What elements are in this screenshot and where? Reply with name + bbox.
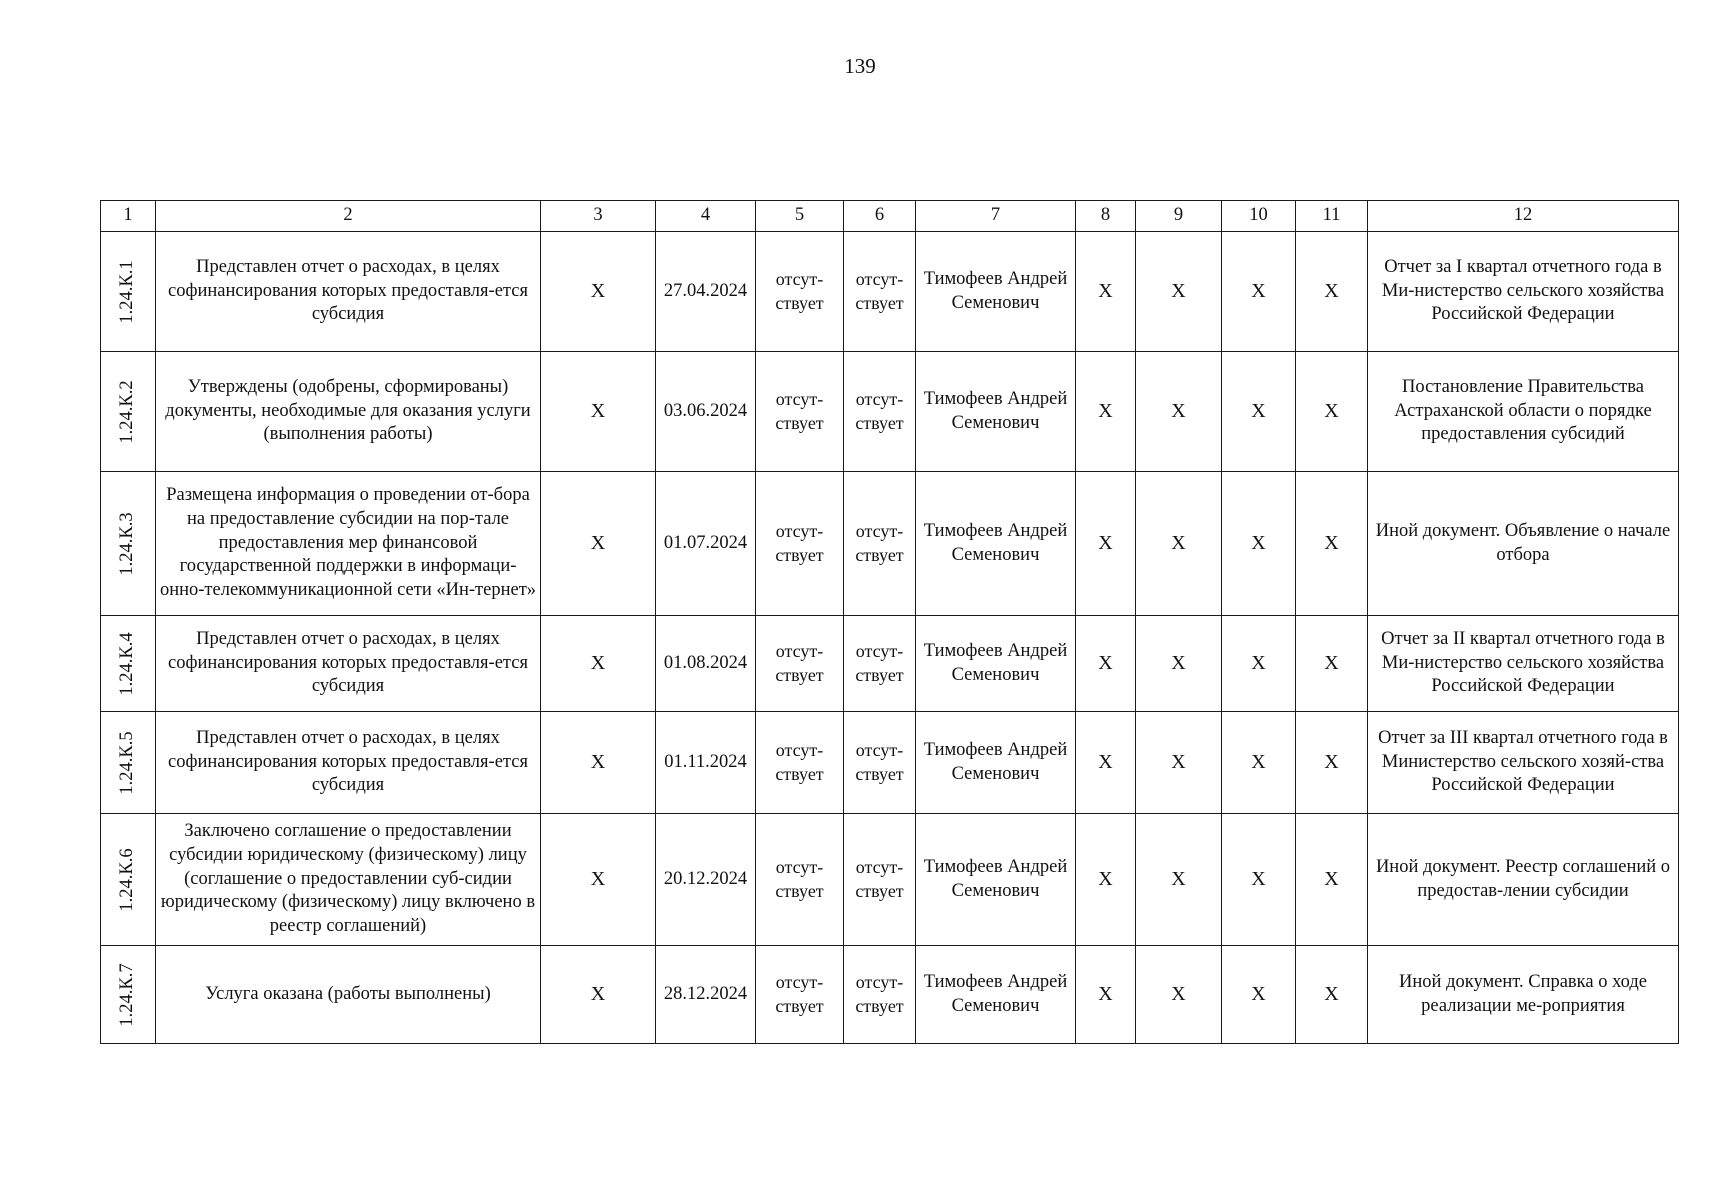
due-date: 03.06.2024 [656, 352, 756, 472]
cell-col-9: X [1136, 616, 1222, 712]
control-point-code: 1.24.К.7 [117, 962, 138, 1027]
control-point-code-cell [101, 472, 156, 616]
cell-col-8: X [1076, 946, 1136, 1044]
cell-col-10: X [1222, 946, 1296, 1044]
column-header: 2 [156, 201, 541, 232]
cell-col-9: X [1136, 472, 1222, 616]
column-header: 5 [756, 201, 844, 232]
responsible-person: Тимофеев Андрей Семенович [916, 946, 1076, 1044]
cell-col-3: X [541, 352, 656, 472]
due-date: 27.04.2024 [656, 232, 756, 352]
control-point-code-cell [101, 946, 156, 1044]
cell-col-6: отсут-ствует [844, 616, 916, 712]
responsible-person: Тимофеев Андрей Семенович [916, 232, 1076, 352]
cell-col-9: X [1136, 232, 1222, 352]
control-point-event: Размещена информация о проведении от-бора на предоставление субсидии на пор-тале предоставления мер финансовой государственной поддержки в информаци-онно-телекоммуникационной сети «Ин-тернет» [156, 472, 541, 616]
cell-col-10: X [1222, 352, 1296, 472]
control-point-code-cell [101, 232, 156, 352]
page-number: 139 [844, 54, 876, 78]
cell-col-11: X [1296, 472, 1368, 616]
column-header: 9 [1136, 201, 1222, 232]
control-point-event: Заключено соглашение о предоставлении субсидии юридическому (физическому) лицу (соглашение о предоставлении суб-сидии юридическому (физическому) лицу включено в реестр соглашений) [156, 814, 541, 946]
cell-col-8: X [1076, 616, 1136, 712]
cell-col-8: X [1076, 472, 1136, 616]
control-point-event: Утверждены (одобрены, сформированы) документы, необходимые для оказания услуги (выполнения работы) [156, 352, 541, 472]
table-row [101, 712, 1679, 814]
control-point-code-cell [101, 814, 156, 946]
confirming-document: Отчет за II квартал отчетного года в Ми-нистерство сельского хозяйства Российской Федерации [1368, 616, 1679, 712]
cell-col-10: X [1222, 616, 1296, 712]
column-header: 7 [916, 201, 1076, 232]
cell-col-9: X [1136, 352, 1222, 472]
cell-col-11: X [1296, 232, 1368, 352]
due-date: 20.12.2024 [656, 814, 756, 946]
control-point-code-cell [101, 352, 156, 472]
confirming-document: Отчет за III квартал отчетного года в Министерство сельского хозяй-ства Российской Федерации [1368, 712, 1679, 814]
cell-col-5: отсут-ствует [756, 814, 844, 946]
column-header: 12 [1368, 201, 1679, 232]
cell-col-3: X [541, 712, 656, 814]
control-point-code: 1.24.К.5 [117, 730, 138, 795]
table-row [101, 616, 1679, 712]
cell-col-6: отсут-ствует [844, 814, 916, 946]
cell-col-5: отсут-ствует [756, 946, 844, 1044]
column-header: 8 [1076, 201, 1136, 232]
column-header: 11 [1296, 201, 1368, 232]
cell-col-9: X [1136, 712, 1222, 814]
responsible-person: Тимофеев Андрей Семенович [916, 712, 1076, 814]
cell-col-11: X [1296, 946, 1368, 1044]
table-row [101, 472, 1679, 616]
cell-col-3: X [541, 616, 656, 712]
cell-col-10: X [1222, 814, 1296, 946]
column-header: 10 [1222, 201, 1296, 232]
table-row [101, 352, 1679, 472]
confirming-document: Иной документ. Справка о ходе реализации ме-роприятия [1368, 946, 1679, 1044]
column-header: 1 [101, 201, 156, 232]
due-date: 01.08.2024 [656, 616, 756, 712]
cell-col-11: X [1296, 616, 1368, 712]
cell-col-5: отсут-ствует [756, 352, 844, 472]
column-header: 6 [844, 201, 916, 232]
control-point-code: 1.24.К.2 [117, 379, 138, 444]
column-header: 4 [656, 201, 756, 232]
control-point-event: Услуга оказана (работы выполнены) [156, 946, 541, 1044]
control-point-event: Представлен отчет о расходах, в целях софинансирования которых предоставля-ется субсидия [156, 232, 541, 352]
confirming-document: Постановление Правительства Астраханской области о порядке предоставления субсидий [1368, 352, 1679, 472]
cell-col-10: X [1222, 472, 1296, 616]
cell-col-6: отсут-ствует [844, 712, 916, 814]
cell-col-3: X [541, 946, 656, 1044]
cell-col-10: X [1222, 712, 1296, 814]
due-date: 01.11.2024 [656, 712, 756, 814]
cell-col-6: отсут-ствует [844, 232, 916, 352]
responsible-person: Тимофеев Андрей Семенович [916, 814, 1076, 946]
cell-col-5: отсут-ствует [756, 232, 844, 352]
control-point-event: Представлен отчет о расходах, в целях софинансирования которых предоставля-ется субсидия [156, 712, 541, 814]
control-point-code: 1.24.К.6 [117, 847, 138, 912]
cell-col-9: X [1136, 946, 1222, 1044]
confirming-document: Отчет за I квартал отчетного года в Ми-нистерство сельского хозяйства Российской Федерации [1368, 232, 1679, 352]
cell-col-11: X [1296, 712, 1368, 814]
control-point-code: 1.24.К.1 [117, 259, 138, 324]
cell-col-6: отсут-ствует [844, 946, 916, 1044]
cell-col-6: отсут-ствует [844, 352, 916, 472]
cell-col-5: отсут-ствует [756, 712, 844, 814]
confirming-document: Иной документ. Объявление о начале отбора [1368, 472, 1679, 616]
cell-col-8: X [1076, 814, 1136, 946]
confirming-document: Иной документ. Реестр соглашений о предостав-лении субсидии [1368, 814, 1679, 946]
cell-col-3: X [541, 814, 656, 946]
cell-col-5: отсут-ствует [756, 616, 844, 712]
responsible-person: Тимофеев Андрей Семенович [916, 616, 1076, 712]
cell-col-3: X [541, 472, 656, 616]
table-row [101, 232, 1679, 352]
control-point-code-cell [101, 712, 156, 814]
column-header: 3 [541, 201, 656, 232]
cell-col-11: X [1296, 352, 1368, 472]
table-header-row [101, 201, 1679, 232]
cell-col-8: X [1076, 232, 1136, 352]
responsible-person: Тимофеев Андрей Семенович [916, 352, 1076, 472]
cell-col-10: X [1222, 232, 1296, 352]
cell-col-8: X [1076, 712, 1136, 814]
table-row [101, 814, 1679, 946]
control-points-table [100, 200, 1679, 1044]
cell-col-9: X [1136, 814, 1222, 946]
cell-col-11: X [1296, 814, 1368, 946]
control-point-code: 1.24.К.3 [117, 511, 138, 576]
responsible-person: Тимофеев Андрей Семенович [916, 472, 1076, 616]
table-row [101, 946, 1679, 1044]
cell-col-3: X [541, 232, 656, 352]
control-point-code: 1.24.К.4 [117, 631, 138, 696]
cell-col-5: отсут-ствует [756, 472, 844, 616]
due-date: 28.12.2024 [656, 946, 756, 1044]
due-date: 01.07.2024 [656, 472, 756, 616]
control-point-code-cell [101, 616, 156, 712]
cell-col-6: отсут-ствует [844, 472, 916, 616]
control-point-event: Представлен отчет о расходах, в целях софинансирования которых предоставля-ется субсидия [156, 616, 541, 712]
cell-col-8: X [1076, 352, 1136, 472]
